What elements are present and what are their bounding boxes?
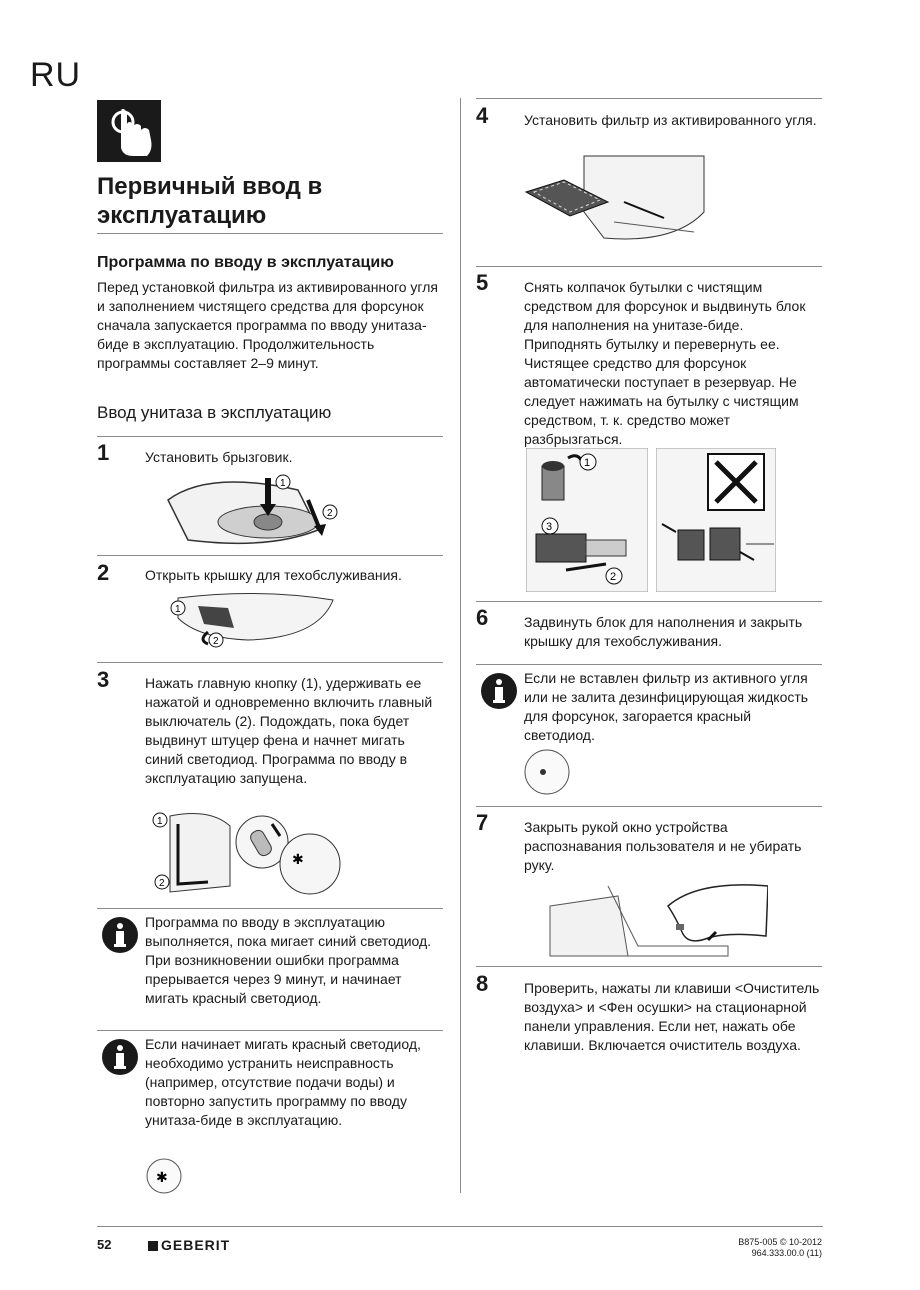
callout-label: 2	[213, 636, 219, 647]
commissioning-icon	[97, 100, 161, 162]
subtitle: Программа по вводу в эксплуатацию	[97, 254, 394, 271]
callout-label: 2	[610, 571, 617, 583]
step-number: 8	[476, 971, 489, 996]
info-icon	[101, 916, 139, 954]
step-number: 3	[97, 667, 110, 692]
step-number: 5	[476, 270, 489, 295]
callout-label: 1	[280, 478, 286, 489]
page-number: 52	[97, 1237, 112, 1252]
illustration-carbon-filter	[524, 152, 706, 244]
step-text: Нажать главную кнопку (1), удерживать ее нажатой и одновременно включить главный выключатель (2). Подождать, пока будет выдвинут штуцер фена и начнет мигать синий светодиод. Программа по вводу в эксплуатацию запущена.	[145, 675, 433, 786]
callout-label: 2	[327, 508, 333, 519]
callout-label: 2	[159, 878, 165, 889]
step-number: 7	[476, 810, 489, 835]
info-icon	[480, 672, 518, 710]
step-text: Закрыть рукой окно устройства распознавания пользователя и не убирать руку.	[524, 819, 802, 873]
note-text: Если начинает мигать красный светодиод, необходимо устранить неисправность (например, отсутствие подачи воды) и повторно запустить программу по вводу унитаза-биде в эксплуатацию.	[145, 1036, 421, 1128]
callout-label: 1	[175, 604, 181, 615]
step-number: 1	[97, 440, 110, 465]
step-number: 2	[97, 560, 110, 585]
step-text: Проверить, нажаты ли клавиши <Очиститель воздуха> и <Фен осушки> на стационарной панели управления. Если нет, нажать обе клавиши. Включается очиститель воздуха.	[524, 980, 820, 1053]
led-mark: ✱	[156, 1169, 168, 1185]
illustration-hand-on-sensor	[548, 876, 768, 960]
brand-name: GEBERIT	[161, 1237, 231, 1253]
step-text: Открыть крышку для техобслуживания.	[145, 567, 402, 583]
illustration-service-cover	[168, 588, 338, 650]
step-text: Задвинуть блок для наполнения и закрыть крышку для техобслуживания.	[524, 614, 803, 649]
illustration-do-not-squeeze	[656, 448, 776, 592]
led-red-indicator-icon	[523, 748, 573, 796]
step-text: Установить фильтр из активированного угля.	[524, 112, 817, 128]
step-number: 6	[476, 605, 489, 630]
step-text: Снять колпачок бутылки с чистящим средством для форсунок и выдвинуть блок для наполнения на унитазе-биде. Приподнять бутылку и перевернуть ее. Чистящее средство для форсунок автоматически поступает в резервуар. Не следует нажимать на бутылку с чистящим средством, т. к. средство может разбрызгаться.	[524, 279, 806, 447]
note-text: Если не вставлен фильтр из активного угля или не залита дезинфицирующая жидкость для форсунок, загорается красный светодиод.	[524, 670, 809, 743]
doc-number: 964.333.00.0 (11)	[751, 1248, 822, 1258]
illustration-bottle-fill	[526, 448, 648, 592]
doc-code: B875-005 © 10-2012	[738, 1237, 822, 1247]
section-heading: Ввод унитаза в эксплуатацию	[97, 403, 332, 422]
intro-text: Перед установкой фильтра из активированного угля и заполнением чистящего средства для форсунок сначала запускается программа по вводу унитаза-биде в эксплуатацию. Продолжительность программы составляет 2–9 минут.	[97, 279, 438, 371]
callout-label: 1	[584, 457, 591, 469]
brand-logo	[148, 1237, 230, 1253]
page-title: Первичный ввод в эксплуатацию	[97, 173, 323, 229]
language-label: RU	[30, 56, 82, 94]
illustration-splash-guard	[148, 470, 340, 552]
info-icon	[101, 1038, 139, 1076]
note-text: Программа по вводу в эксплуатацию выполняется, пока мигает синий светодиод. При возникновении ошибки программа прерывается через 9 минут, и начинает мигать красный светодиод.	[145, 914, 432, 1006]
illustration-main-button	[150, 806, 342, 896]
led-indicator-icon	[145, 1157, 185, 1197]
step-number: 4	[476, 103, 489, 128]
led-mark: ✱	[292, 851, 304, 867]
logo-block-icon	[148, 1241, 158, 1251]
callout-label: 3	[546, 521, 553, 533]
column-divider	[460, 98, 461, 1193]
step-text: Установить брызговик.	[145, 449, 293, 465]
callout-label: 1	[157, 816, 163, 827]
